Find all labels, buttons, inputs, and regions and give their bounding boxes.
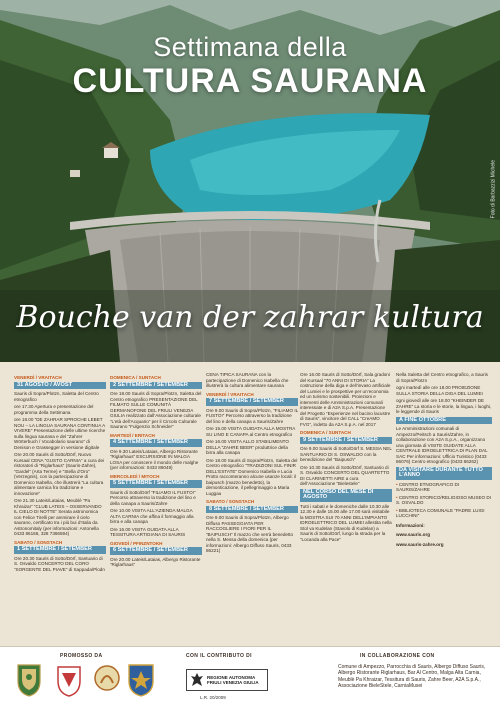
provincia-crest-icon: [126, 661, 156, 697]
title-line-1: Settimana della: [153, 32, 347, 62]
date-banner: 7 SETTEMBRE / SETEMBER: [206, 398, 298, 406]
event-text: ore 17.30 Apertura e presentazione del programma della Settimana: [14, 404, 94, 415]
promoted-label: PROMOSSO DA: [60, 653, 103, 659]
program-column-2: [110, 372, 202, 570]
program-column-1: [14, 372, 106, 574]
event-text: Ore 9.30 Lateis/Lataias, Albergo Ristorante “Riglarhaus” ESCURSIONE IN MALGA LOSA per conoscere il mondo delle malghe (per informazioni: 0433 86049): [110, 448, 199, 470]
event-text: CENA TIPICA SAURANA con la partecipazione di Domenico Isabella che illustrerà la cultura alimentare saurana: [206, 372, 289, 388]
regional-law-ref: L.R. 20/2009: [200, 695, 226, 700]
date-banner: 6 SETTEMBRE / SETEMBER: [110, 547, 202, 555]
eagle-icon: [190, 672, 204, 688]
day-label: DOMENICA / SUNTACH: [300, 430, 351, 435]
day-label: GIOVEDÌ / PFINZNTOKH: [110, 540, 163, 546]
event-text: Ore 9.00 Sauris di Sotto/Dörf S. MESSA NEL SANTUARIO DI S. OSWALDO con la benedizione del “Baipusch”: [300, 446, 392, 462]
visit-item: [396, 508, 492, 519]
date-banner: 1 SETTEMBRE / SETEMBER: [14, 546, 106, 554]
script-title: Bouche van der zahrar kultura: [16, 300, 484, 335]
day-label: DOMENICA / SUNTACH: [110, 375, 161, 380]
photo-credit: Foto di Barbazzizi Michele: [490, 160, 496, 219]
fvg-line-2: FRIULI VENEZIA GIULIA: [207, 680, 259, 685]
event-text: Nella Saletta del Centro etnografico, a Sauris di Sopra/Plotzn: [396, 372, 488, 383]
event-text: ore 18.00 “DE ZAHRAR SPROCHE LEBET NOU – LA LINGUA SAURANA CONTINUA A VIVERE” Presentazione delle ultime ricerche sulla lingua saurana e del “Zahrer Wörterbuch / Vocabolario saurano” di Denison e Grassegger in versione digitale: [14, 417, 106, 450]
collab-label: IN COLLABORAZIONE CON: [360, 653, 435, 659]
bullet-icon: •: [396, 507, 399, 513]
website-link[interactable]: www.sauris-zahre.org: [396, 541, 444, 547]
bullet-icon: •: [396, 494, 399, 500]
event-text: Ore 10.00 VISITA ALL’AZIENDA MALGA ALTA CARNIA che affina il formaggio alla birra e alla canapa: [110, 508, 194, 524]
day-label: VENERDÌ / VRAITACH: [14, 375, 62, 380]
visit-item-label: BIBLIOTECA COMUNALE “PADRE LUIGI LUCCHINI”: [396, 507, 485, 518]
date-banner: 5 SETTEMBRE / SETEMBER: [110, 480, 202, 488]
fvg-line-1: REGIONE AUTONOMA: [207, 675, 256, 680]
event-text: Ore 16.00 VISITA GUIDATA ALLA TESSITURA ARTIGIANA DI SAURIS: [110, 526, 186, 537]
date-banner: 2 SETTEMBRE / SETEMBER: [110, 382, 202, 390]
collaborators-text: Comune di Ampezzo, Parrocchia di Sauris, Albergo Diffuso Sauris, Albergo Ristorante Riglarhaus, Bar Al Centro, Malga Alta Carnia, Meublè Pa Khraizar, Tessitura di Sauris, Zahre Beer, A2A S.p.A., Associazione BieleStele, CarniaMusei: [338, 664, 486, 689]
event-text: ogni giovedì alle ore 18.00 “KHEINDER DE ZAHRE” La storia e le storie, la lingua, i luoghi, le leggende di Sauris: [396, 398, 492, 414]
event-text: Ore 16.00 VISITA ALLO STABILIMENTO DELLA “ZAHRE BEER” produttrice della birra alla canapa: [206, 439, 289, 455]
program-column-3: [206, 372, 298, 556]
event-text: Sauris di Sotto/Dörf “FILIAMO IL FUSTO!” Percorso attraverso la tradizione del lino e della canapa a Sauris/Zahre: [110, 489, 196, 506]
event-text: Ore 9.00 Sauris di Sopra/Plotzn, Albergo Diffuso PASSEGGIATA PER RACCOGLIERE I FIORI PER IL “BAIPUSCH” Il mazzo che verrà benedetto nella S. Messa della domenica (per informazioni: Albergo Diffuso Sauris, 0433 86221): [206, 515, 294, 553]
day-label: SABATO / SONSTACH: [14, 539, 63, 545]
section-banner: A FINE OTTOBRE: [396, 417, 492, 425]
website-link[interactable]: www.sauris.org: [396, 532, 431, 537]
comune-sauris-crest-icon: [16, 661, 42, 697]
program-column-5: [396, 372, 492, 547]
event-text: Le Amministrazioni comunali di Ampezzo/Peitsch a Sauris/Zahre, in collaborazione con A2A S.p.A., organizzano una giornata di VISITE GUIDATE ALLA CENTRALE IDROELETTRICA DI PLAN DAL SAC Per informazioni: Ufficio Turistico (0433 86076) Centro etnografico (0433 86262): [396, 426, 488, 464]
fvg-region-name: [207, 675, 259, 685]
visit-item-label: CENTRO ETNOGRAFICO DI SAURIS/ZAHRE: [396, 481, 460, 492]
day-label: MARTEDÌ / ERITACH: [110, 432, 155, 438]
ampezzo-crest-icon: [54, 663, 84, 697]
date-banner: 4 SETTEMBRE / SETEMBER: [110, 439, 202, 447]
contrib-label: CON IL CONTRIBUTO DI: [186, 653, 252, 659]
event-text: Ore 15.00 VISITA GUIDATA ALLA MOSTRA SU LINO E CANAPA al Centro etnografico: [206, 426, 296, 437]
event-text: ogni martedì alle ore 18.00 PROIEZIONE SULLA STORIA DELLA DIGA DEL LUMIEI: [396, 385, 483, 396]
date-banner: 31 AGOSTO / AVOST: [14, 382, 106, 390]
info-label: Informazioni:: [396, 522, 425, 528]
event-text: Ore 20.00 Lateis/Lataias, Albergo Ristorante “Riglarhaus”: [110, 556, 201, 567]
event-text: Ore 18.00 Sauris di Sopra/Plotzn, Saletta del Centro etnografico “TRADIZIONI SUL FINIR DELL’ESTATE” Domenico Isabella e Lucia Protto racconteranno alcune usanze locali: il baipusch (mazzo benedetto), la demonticazione, il pellegrinaggio a Maria Luggau: [206, 457, 298, 496]
event-text: Ore 20.30 Sauris di Sotto/Dörf, Santuario di S. Osvaldo CONCERTO DEL CORO “SORGENTE DEL PIAVE” di Sappada/Plodn: [14, 555, 105, 572]
program-section: [0, 362, 500, 646]
visit-item: [396, 495, 492, 506]
event-text: Ore 10.30 Sauris di Sotto/Dörf, Santuario di S. Osvaldo CONCERTO DEL QUARTETTO DI CLARINETTI AIRE a cura dell’Associazione “Bielestele”: [300, 464, 390, 486]
event-text: Ore 9.00 Sauris di Sopra/Plotzn, “FILIAMO IL FUSTO!” Percorso attraverso la tradizione del lino e della canapa a Sauris/Zahre: [206, 407, 298, 424]
date-banner: 9 SETTEMBRE / SETEMBER: [300, 437, 392, 445]
day-label: SABATO / SONSTACH: [206, 499, 255, 504]
event-text: Ore 20.00 Sauris di Sotto/Dörf, Nuovo Kursaal CENA “GUSTO CARNIA” a cura dei ristoratori di “Riglarhaus” (Sauris-Zahre), “Gardel” (Arta Terme) e “Stella d’Oro” (Verzegnis), con la partecipazione di Domenico Isabella, che illustrerà “La cultura alimentare carnica fra tradizione e innovazione”: [14, 452, 105, 496]
event-text: Sauris di Sopra/Plotzn, Saletta del Centro etnografico: [14, 391, 99, 402]
event-text: Ore 16.00 Sauris di Sotto/Dörf, Sala gradoni del Kursaal “70 ANNI DI STORIA” La costruzione della diga e dell’invaso artificiale del Lumiei e le prospettive per un’economia ed un turismo sostenibili. Proiezioni e interventi delle Amministrazioni comunali interessate e di A2A S.p.A. Presentazione del Progetto “Esperienze nel bacino lacustre di Sauris”, vincitore del CALL “CreAMO FVG”, indetto da A2A S.p.A. nel 2017: [300, 372, 391, 427]
month-banner: NEL CORSO DEL MESE DI AGOSTO: [300, 489, 392, 502]
circolo-culturale-logo-icon: [92, 663, 122, 697]
day-label: VENERDÌ / VRAITACH: [206, 391, 254, 397]
date-banner: 8 SETTEMBRE / SETEMBER: [206, 506, 298, 514]
title-line-2: CULTURA SAURANA: [72, 62, 428, 100]
day-label: MERCOLEDÌ / MITOCH: [110, 473, 160, 479]
bullet-icon: •: [396, 481, 399, 487]
footer: [0, 646, 500, 708]
visit-item-label: CENTRO STORICO/RELIGIOSO MUSEO DI S. OSVALDO: [396, 494, 491, 505]
section-banner: DA VISITARE DURANTE TUTTO L’ANNO: [396, 467, 492, 480]
event-text: Ore 18.00 Sauris di Sopra/Plotzn, Saletta del Centro etnografico PRESENTAZIONE DEL FILMATO SULLE COMUNITÀ GERMANOFONE DEL FRIULI VENEZIA GIULIA realizzato dall’Associazione culturale “L’età dell’Acquario” per il Circolo Culturale Saurano “Fulgenzio Schneider”: [110, 391, 202, 429]
event-text: Ore 21.30 Lateis/Lataias, Meublè “Pa Khraizar” “CLUB LATEIS – OSSERVANDO IL CIELO DI NOTTE” Serata astronomica con Felice Tirelli per ammirare il cielo saurano, certificato tra i più bui d’Italia da Astronomitaly (per informazioni: Antonella 0433 86166, 328 7366594): [14, 498, 102, 536]
event-text: Tutti i sabati e le domeniche dalle 10.30 alle 12.30 e dalle 15.00 alle 17.00 sarà visitabile la MOSTRA SUI 70 ANNI DELL’IMPIANTO IDROELETTRICO DEL LUMIEI allestita nella Stol va Kudelan (Stavolo di Kudelan) a Sauris di Sotto/Dörf, lungo la strada per la “Locanda alla Pace”: [300, 503, 392, 542]
visit-item: [396, 482, 492, 493]
program-column-4: [300, 372, 392, 544]
fvg-region-logo: [186, 669, 268, 691]
